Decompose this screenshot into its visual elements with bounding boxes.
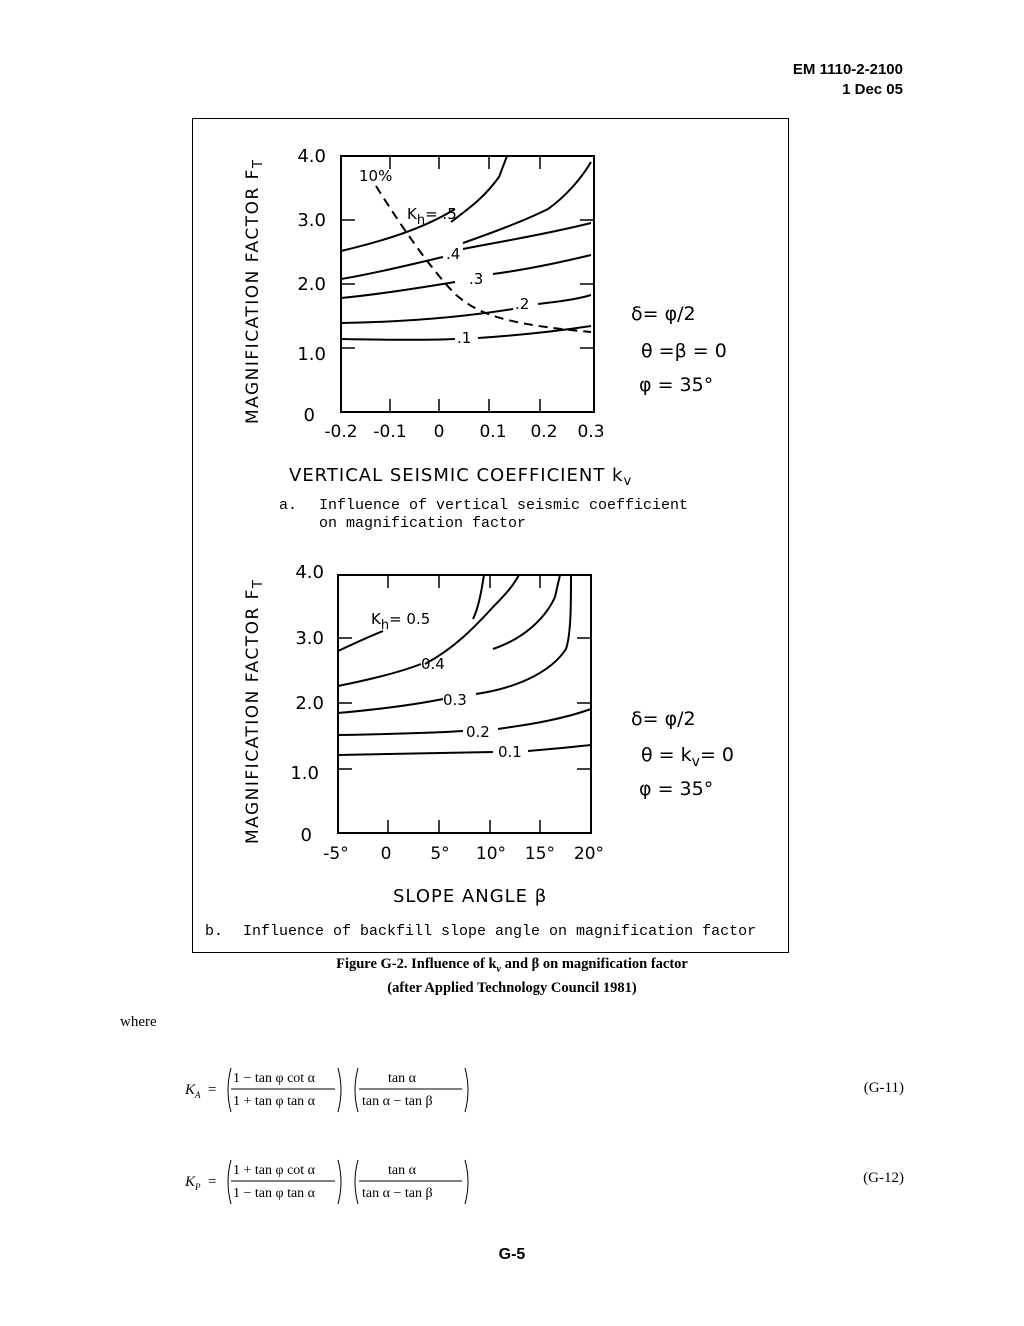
panel-a-xtick-m01: -0.1	[373, 422, 407, 442]
eq11-num2: tan α	[388, 1071, 416, 1086]
eq11-den2: tan α − tan β	[362, 1094, 433, 1109]
panel-b-xtick-20: 20°	[573, 844, 605, 864]
panel-b-label-k05: Kh= 0.5	[371, 610, 431, 633]
eq11-paren-close-1	[338, 1068, 341, 1112]
eq11-lhs: $K_A$	[185, 1082, 201, 1100]
panel-a-curve-k03-right	[493, 255, 591, 274]
panel-b-xtick-15: 15°	[524, 844, 556, 864]
figure-caption-line2: (after Applied Technology Council 1981)	[387, 979, 637, 996]
panel-a-ytick-0: 0	[303, 405, 315, 426]
eq12-den1: 1 − tan φ tan α	[233, 1186, 316, 1201]
panel-b-curve-k03-left	[338, 699, 443, 713]
eq12-num1: 1 + tan φ cot α	[233, 1163, 316, 1178]
eq12-den2: tan α − tan β	[362, 1186, 433, 1201]
panel-a-label-k04: .4	[446, 245, 461, 263]
panel-a-xtick-m02: -0.2	[324, 422, 358, 442]
eq11-paren-open-1	[228, 1068, 231, 1112]
panel-b-label-k04: 0.4	[421, 655, 445, 673]
eq11-paren-open-2	[355, 1068, 358, 1112]
panel-a-xtick-03: 0.3	[577, 422, 605, 442]
panel-b-xtick-10: 10°	[475, 844, 507, 864]
figure-g2	[192, 118, 789, 953]
panel-a-xtick-0: 0	[433, 422, 445, 442]
panel-a-y-ticks	[341, 156, 594, 412]
eq12-paren-close-1	[338, 1160, 341, 1204]
panel-b-ytick-0: 0	[300, 825, 312, 846]
figure-caption-line1: Figure G-2. Influence of $k_v$ and β on magnification factor	[336, 956, 688, 975]
panel-a-curve-k05-right	[463, 162, 591, 243]
panel-a-label-k03: .3	[469, 270, 484, 288]
body-where: where	[120, 1014, 157, 1030]
panel-a-ytick-1: 1.0	[297, 344, 326, 365]
panel-a	[243, 146, 727, 532]
panel-a-plot-frame	[341, 156, 594, 412]
panel-b-ytick-4: 4.0	[295, 562, 324, 583]
panel-b-ytick-2: 2.0	[295, 693, 324, 714]
eq12-number: (G-12)	[863, 1170, 904, 1186]
panel-b	[205, 562, 756, 940]
eq12-paren-close-2	[465, 1160, 468, 1204]
panel-b-sub-caption: Influence of backfill slope angle on magnification factor	[243, 923, 757, 940]
panel-b-curve-k02-left	[338, 731, 463, 735]
eq12-paren-open-2	[355, 1160, 358, 1204]
panel-a-sub-caption-line1: Influence of vertical seismic coefficient	[319, 497, 689, 514]
panel-a-y-label: MAGNIFICATION FACTOR $F_T$	[243, 158, 266, 424]
panel-b-curve-k05-mid	[473, 575, 484, 619]
eq11-num1: 1 − tan φ cot α	[233, 1071, 316, 1086]
doc-date: 1 Dec 05	[842, 81, 903, 98]
figure-drawing	[193, 119, 790, 954]
panel-a-xtick-01: 0.1	[479, 422, 507, 442]
panel-b-curve-k05-left	[338, 631, 383, 651]
panel-a-curve-k02-right	[538, 295, 591, 304]
doc-number: EM 1110-2-2100	[792, 61, 903, 78]
eq12-lhs: $K_P$	[185, 1174, 201, 1192]
equation-g12	[185, 1152, 485, 1212]
panel-a-sub-letter: a.	[279, 497, 298, 514]
equation-g11	[185, 1060, 485, 1120]
eq11-paren-close-2	[465, 1068, 468, 1112]
panel-b-xtick-5: 5°	[430, 844, 450, 864]
panel-a-curve-k03-left	[341, 282, 455, 298]
panel-b-y-label: MAGNIFICATION FACTOR $F_T$	[243, 578, 266, 844]
panel-a-ytick-4: 4.0	[297, 146, 326, 167]
panel-b-label-k02: 0.2	[466, 723, 490, 741]
panel-b-curve-k04-upper	[425, 575, 519, 664]
eq12-paren-open-1	[228, 1160, 231, 1204]
panel-a-sub-caption-line2: on magnification factor	[319, 515, 527, 532]
eq11-number: (G-11)	[863, 1080, 904, 1096]
eq12-num2: tan α	[388, 1163, 416, 1178]
panel-a-curve-k05-upper	[451, 156, 507, 222]
panel-b-x-label: SLOPE ANGLE β	[393, 886, 548, 907]
panel-a-label-10pct: 10%	[359, 167, 393, 185]
panel-a-xtick-02: 0.2	[530, 422, 558, 442]
eq11-equals: =	[208, 1082, 217, 1098]
panel-a-x-label: VERTICAL SEISMIC COEFFICIENT $k_v$	[289, 465, 633, 489]
panel-b-curve-k04-left	[338, 664, 421, 686]
figure-caption	[192, 955, 832, 998]
panel-a-param-delta: δ= φ/2	[631, 303, 696, 325]
panel-a-label-k02: .2	[515, 295, 530, 313]
panel-b-curve-k03-upper	[493, 575, 560, 649]
panel-b-curve-k02-right	[498, 709, 591, 729]
eq11-den1: 1 + tan φ tan α	[233, 1094, 316, 1109]
panel-b-xtick-0: 0	[380, 844, 392, 864]
panel-b-param-phi: φ = 35°	[639, 778, 714, 800]
panel-b-param-delta: δ= φ/2	[631, 708, 696, 730]
panel-a-curve-k01-right	[478, 326, 591, 338]
panel-a-param-theta: θ =β = 0	[641, 340, 727, 362]
panel-a-ytick-3: 3.0	[297, 210, 326, 231]
panel-a-label-k05: Kh= .5	[407, 205, 457, 228]
panel-b-curves	[338, 575, 591, 755]
panel-a-label-k01: .1	[457, 329, 472, 347]
panel-b-curve-k01-left	[338, 752, 493, 755]
panel-b-ytick-1: 1.0	[290, 763, 319, 784]
panel-b-label-k01: 0.1	[498, 743, 522, 761]
panel-b-curve-k01-right	[528, 745, 591, 751]
panel-a-param-phi: φ = 35°	[639, 374, 714, 396]
panel-b-param-theta: $\theta = k_v= 0$	[641, 744, 734, 770]
panel-a-curve-k02-left	[341, 309, 513, 323]
eq12-equals: =	[208, 1174, 217, 1190]
panel-b-xtick-m5: -5°	[323, 844, 349, 864]
page-header	[793, 60, 903, 100]
panel-a-ytick-2: 2.0	[297, 274, 326, 295]
panel-a-curve-k01-left	[341, 339, 455, 340]
panel-b-sub-letter: b.	[205, 923, 224, 940]
panel-b-ytick-3: 3.0	[295, 628, 324, 649]
panel-b-label-k03: 0.3	[443, 691, 467, 709]
page-number: G-5	[498, 1246, 526, 1263]
